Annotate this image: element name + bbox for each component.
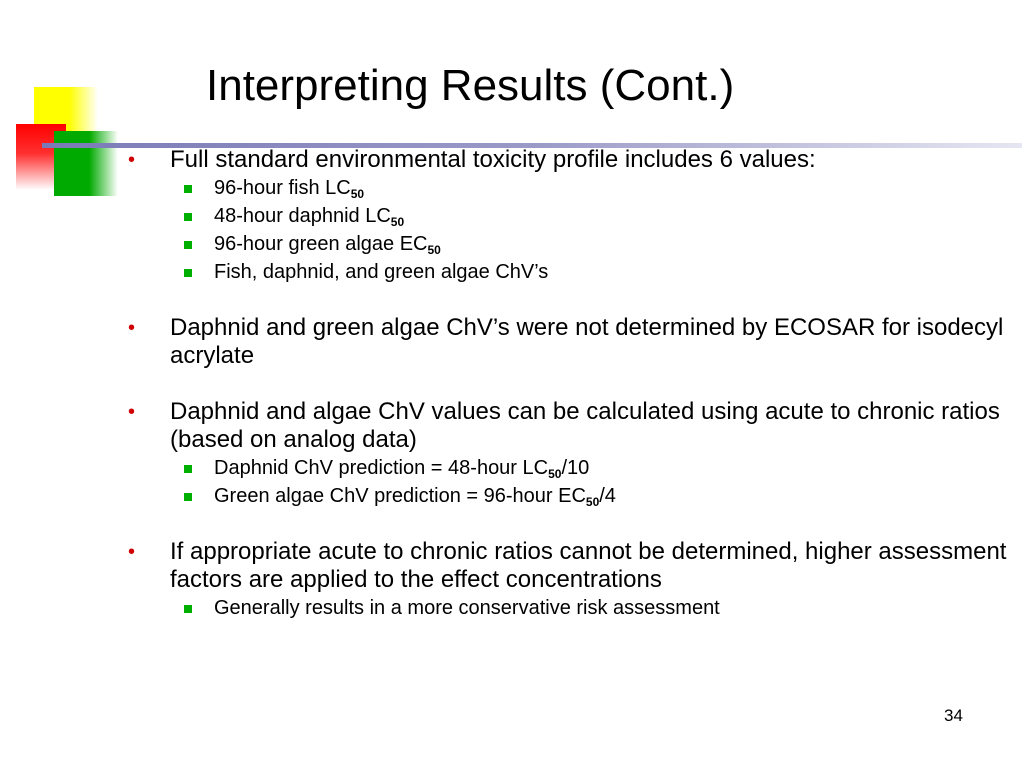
sub-bullet-text: Generally results in a more conservative risk assessment: [214, 597, 720, 619]
bullet-dot-icon: •: [128, 541, 136, 563]
sub-bullet-item: [128, 202, 1008, 230]
bullet-text: Daphnid and green algae ChV’s were not determined by ECOSAR for isodecyl acrylate: [170, 314, 1004, 369]
decor-green-square: [54, 131, 118, 196]
bullet-text: Full standard environmental toxicity profile includes 6 values:: [170, 146, 816, 173]
spacer: [128, 370, 1008, 398]
sub-bullet-text: 48-hour daphnid LC: [214, 205, 391, 227]
page-number: 34: [944, 706, 963, 725]
spacer: [128, 510, 1008, 538]
sub-bullet-item: [128, 482, 1008, 510]
sub-bullet-suffix: /10: [561, 457, 590, 479]
spacer: [128, 286, 1008, 314]
sub-bullet-item: [128, 258, 1008, 286]
sub-bullet-text: Daphnid ChV prediction = 48-hour LC: [214, 457, 549, 479]
green-square-bullet-icon: [184, 465, 192, 473]
green-square-bullet-icon: [184, 185, 192, 193]
bullet-item: [128, 314, 1008, 370]
green-square-bullet-icon: [184, 241, 192, 249]
sub-bullet-item: [128, 594, 1008, 622]
subscript: 50: [350, 187, 365, 201]
green-square-bullet-icon: [184, 605, 192, 613]
bullet-list: [128, 146, 1008, 622]
sub-bullet-text: 96-hour green algae EC: [214, 233, 428, 255]
bullet-dot-icon: •: [128, 149, 136, 171]
subscript: 50: [585, 495, 600, 509]
bullet-dot-icon: •: [128, 401, 136, 423]
bullet-item: [128, 538, 1008, 594]
sub-bullet-item: [128, 454, 1008, 482]
bullet-text: Daphnid and algae ChV values can be calculated using acute to chronic ratios (based on analog data): [170, 398, 1000, 453]
green-square-bullet-icon: [184, 269, 192, 277]
subscript: 50: [548, 467, 562, 481]
slide-title: Interpreting Results (Cont.): [206, 61, 735, 110]
sub-bullet-item: [128, 174, 1008, 202]
green-square-bullet-icon: [184, 213, 192, 221]
sub-bullet-suffix: /4: [599, 485, 616, 507]
sub-bullet-text: Green algae ChV prediction = 96-hour EC: [214, 485, 586, 507]
sub-bullet-item: [128, 230, 1008, 258]
green-square-bullet-icon: [184, 493, 192, 501]
bullet-item: [128, 398, 1008, 454]
bullet-dot-icon: •: [128, 317, 136, 339]
bullet-text: If appropriate acute to chronic ratios cannot be determined, higher assessment factors are applied to the effect concentrations: [170, 538, 1007, 593]
subscript: 50: [427, 243, 441, 257]
bullet-item: [128, 146, 1008, 174]
sub-bullet-text: Fish, daphnid, and green algae ChV’s: [214, 261, 549, 283]
sub-bullet-text: 96-hour fish LC: [214, 177, 351, 199]
subscript: 50: [390, 215, 405, 229]
